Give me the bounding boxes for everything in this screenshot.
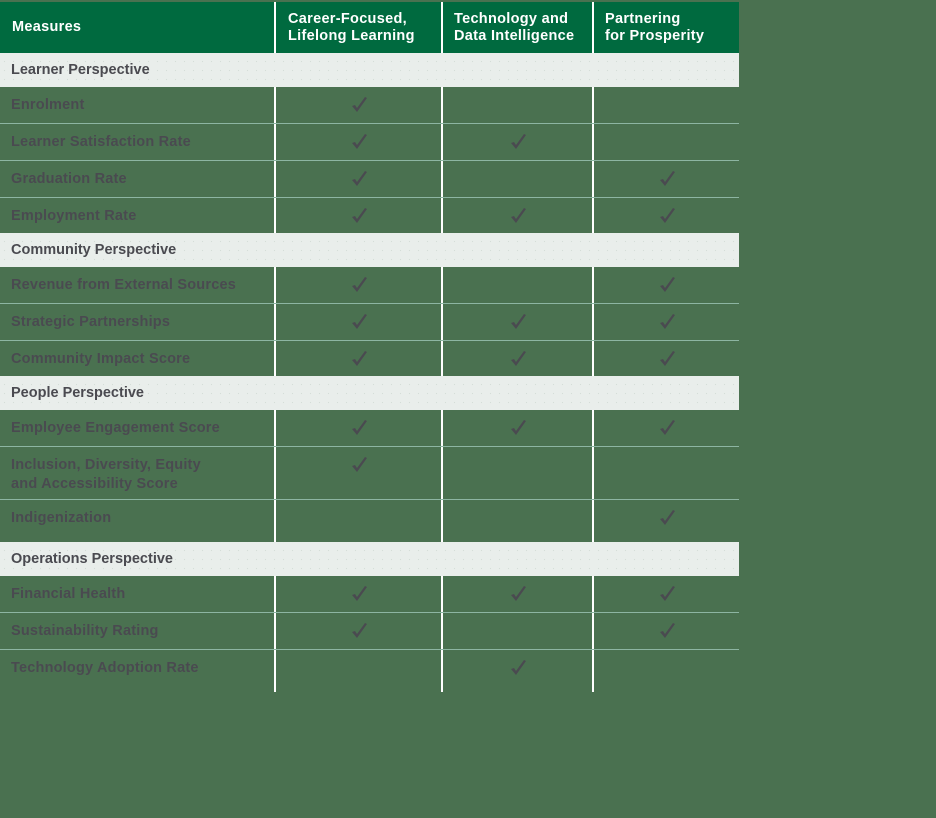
table-body	[0, 53, 739, 692]
checkmark-icon	[658, 206, 676, 233]
cell-career-focused	[276, 613, 441, 649]
header-partnering	[594, 2, 739, 53]
checkmark-icon	[509, 658, 527, 692]
table-row	[0, 576, 739, 612]
cell-technology	[443, 650, 592, 692]
cell-partnering	[594, 87, 739, 123]
header-measures	[0, 2, 274, 53]
checkmark-icon	[350, 132, 368, 160]
table-row	[0, 303, 739, 340]
cell-partnering	[594, 161, 739, 197]
checkmark-icon	[509, 312, 527, 340]
cell-career-focused	[276, 500, 441, 542]
section-header: Community Perspective	[0, 233, 739, 267]
table-row	[0, 340, 739, 376]
cell-partnering	[594, 341, 739, 376]
measure-label: Financial Health	[11, 586, 126, 602]
cell-technology	[443, 198, 592, 233]
table-header	[0, 2, 739, 53]
cell-partnering	[594, 500, 739, 542]
checkmark-icon	[658, 275, 676, 303]
cell-partnering	[594, 650, 739, 692]
cell-technology	[443, 304, 592, 340]
cell-partnering	[594, 576, 739, 612]
checkmark-icon	[658, 418, 676, 446]
cell-career-focused	[276, 576, 441, 612]
cell-technology	[443, 267, 592, 303]
cell-career-focused	[276, 304, 441, 340]
section-header: People Perspective	[0, 376, 739, 410]
cell-partnering	[594, 447, 739, 499]
checkmark-icon	[350, 95, 368, 123]
checkmark-icon	[350, 312, 368, 340]
cell-partnering	[594, 410, 739, 446]
header-career-focused-label: Career-Focused, Lifelong Learning	[288, 10, 415, 44]
measure-label: Graduation Rate	[11, 171, 127, 187]
cell-career-focused	[276, 341, 441, 376]
cell-technology	[443, 447, 592, 499]
checkmark-icon	[658, 621, 676, 649]
cell-partnering	[594, 304, 739, 340]
measure-label: Employment Rate	[11, 208, 137, 224]
measure-label: Revenue from External Sources	[11, 277, 236, 293]
checkmark-icon	[350, 455, 368, 499]
cell-career-focused	[276, 650, 441, 692]
table-row	[0, 123, 739, 160]
table-row	[0, 612, 739, 649]
cell-technology	[443, 576, 592, 612]
cell-career-focused	[276, 161, 441, 197]
header-partnering-label: Partnering for Prosperity	[605, 10, 705, 44]
checkmark-icon	[350, 584, 368, 612]
measure-label: Enrolment	[11, 97, 85, 113]
checkmark-icon	[658, 584, 676, 612]
checkmark-icon	[350, 349, 368, 376]
checkmark-icon	[350, 418, 368, 446]
cell-partnering	[594, 613, 739, 649]
cell-partnering	[594, 124, 739, 160]
table-row	[0, 410, 739, 446]
checkmark-icon	[350, 206, 368, 233]
cell-technology	[443, 341, 592, 376]
table-row	[0, 160, 739, 197]
checkmark-icon	[350, 621, 368, 649]
cell-technology	[443, 87, 592, 123]
checkmark-icon	[658, 312, 676, 340]
checkmark-icon	[350, 169, 368, 197]
table-row	[0, 87, 739, 123]
section-header: Learner Perspective	[0, 53, 739, 87]
measure-label: Indigenization	[11, 510, 112, 526]
checkmark-icon	[658, 508, 676, 542]
cell-career-focused	[276, 410, 441, 446]
table-row	[0, 267, 739, 303]
checkmark-icon	[509, 132, 527, 160]
measure-label: Sustainability Rating	[11, 623, 159, 639]
cell-partnering	[594, 267, 739, 303]
checkmark-icon	[509, 418, 527, 446]
measure-label: Inclusion, Diversity, Equity and Accessibility Score	[11, 457, 201, 492]
checkmark-icon	[658, 169, 676, 197]
checkmark-icon	[658, 349, 676, 376]
table-row	[0, 649, 739, 692]
table-row	[0, 446, 739, 499]
table-row	[0, 197, 739, 233]
cell-technology	[443, 124, 592, 160]
measure-label: Learner Satisfaction Rate	[11, 134, 191, 150]
section-header: Operations Perspective	[0, 542, 739, 576]
cell-career-focused	[276, 267, 441, 303]
measures-table	[0, 2, 739, 692]
measure-label: Employee Engagement Score	[11, 420, 220, 436]
cell-career-focused	[276, 87, 441, 123]
cell-technology	[443, 410, 592, 446]
checkmark-icon	[509, 584, 527, 612]
header-career-focused	[276, 2, 441, 53]
cell-partnering	[594, 198, 739, 233]
table-row	[0, 499, 739, 542]
cell-career-focused	[276, 198, 441, 233]
cell-technology	[443, 161, 592, 197]
checkmark-icon	[350, 275, 368, 303]
cell-career-focused	[276, 124, 441, 160]
checkmark-icon	[509, 349, 527, 376]
header-measures-label: Measures	[12, 19, 82, 35]
measure-label: Strategic Partnerships	[11, 314, 171, 330]
measure-label: Technology Adoption Rate	[11, 660, 199, 676]
header-technology-label: Technology and Data Intelligence	[454, 10, 575, 44]
cell-technology	[443, 613, 592, 649]
cell-career-focused	[276, 447, 441, 499]
header-technology	[443, 2, 592, 53]
checkmark-icon	[509, 206, 527, 233]
cell-technology	[443, 500, 592, 542]
measure-label: Community Impact Score	[11, 351, 191, 367]
